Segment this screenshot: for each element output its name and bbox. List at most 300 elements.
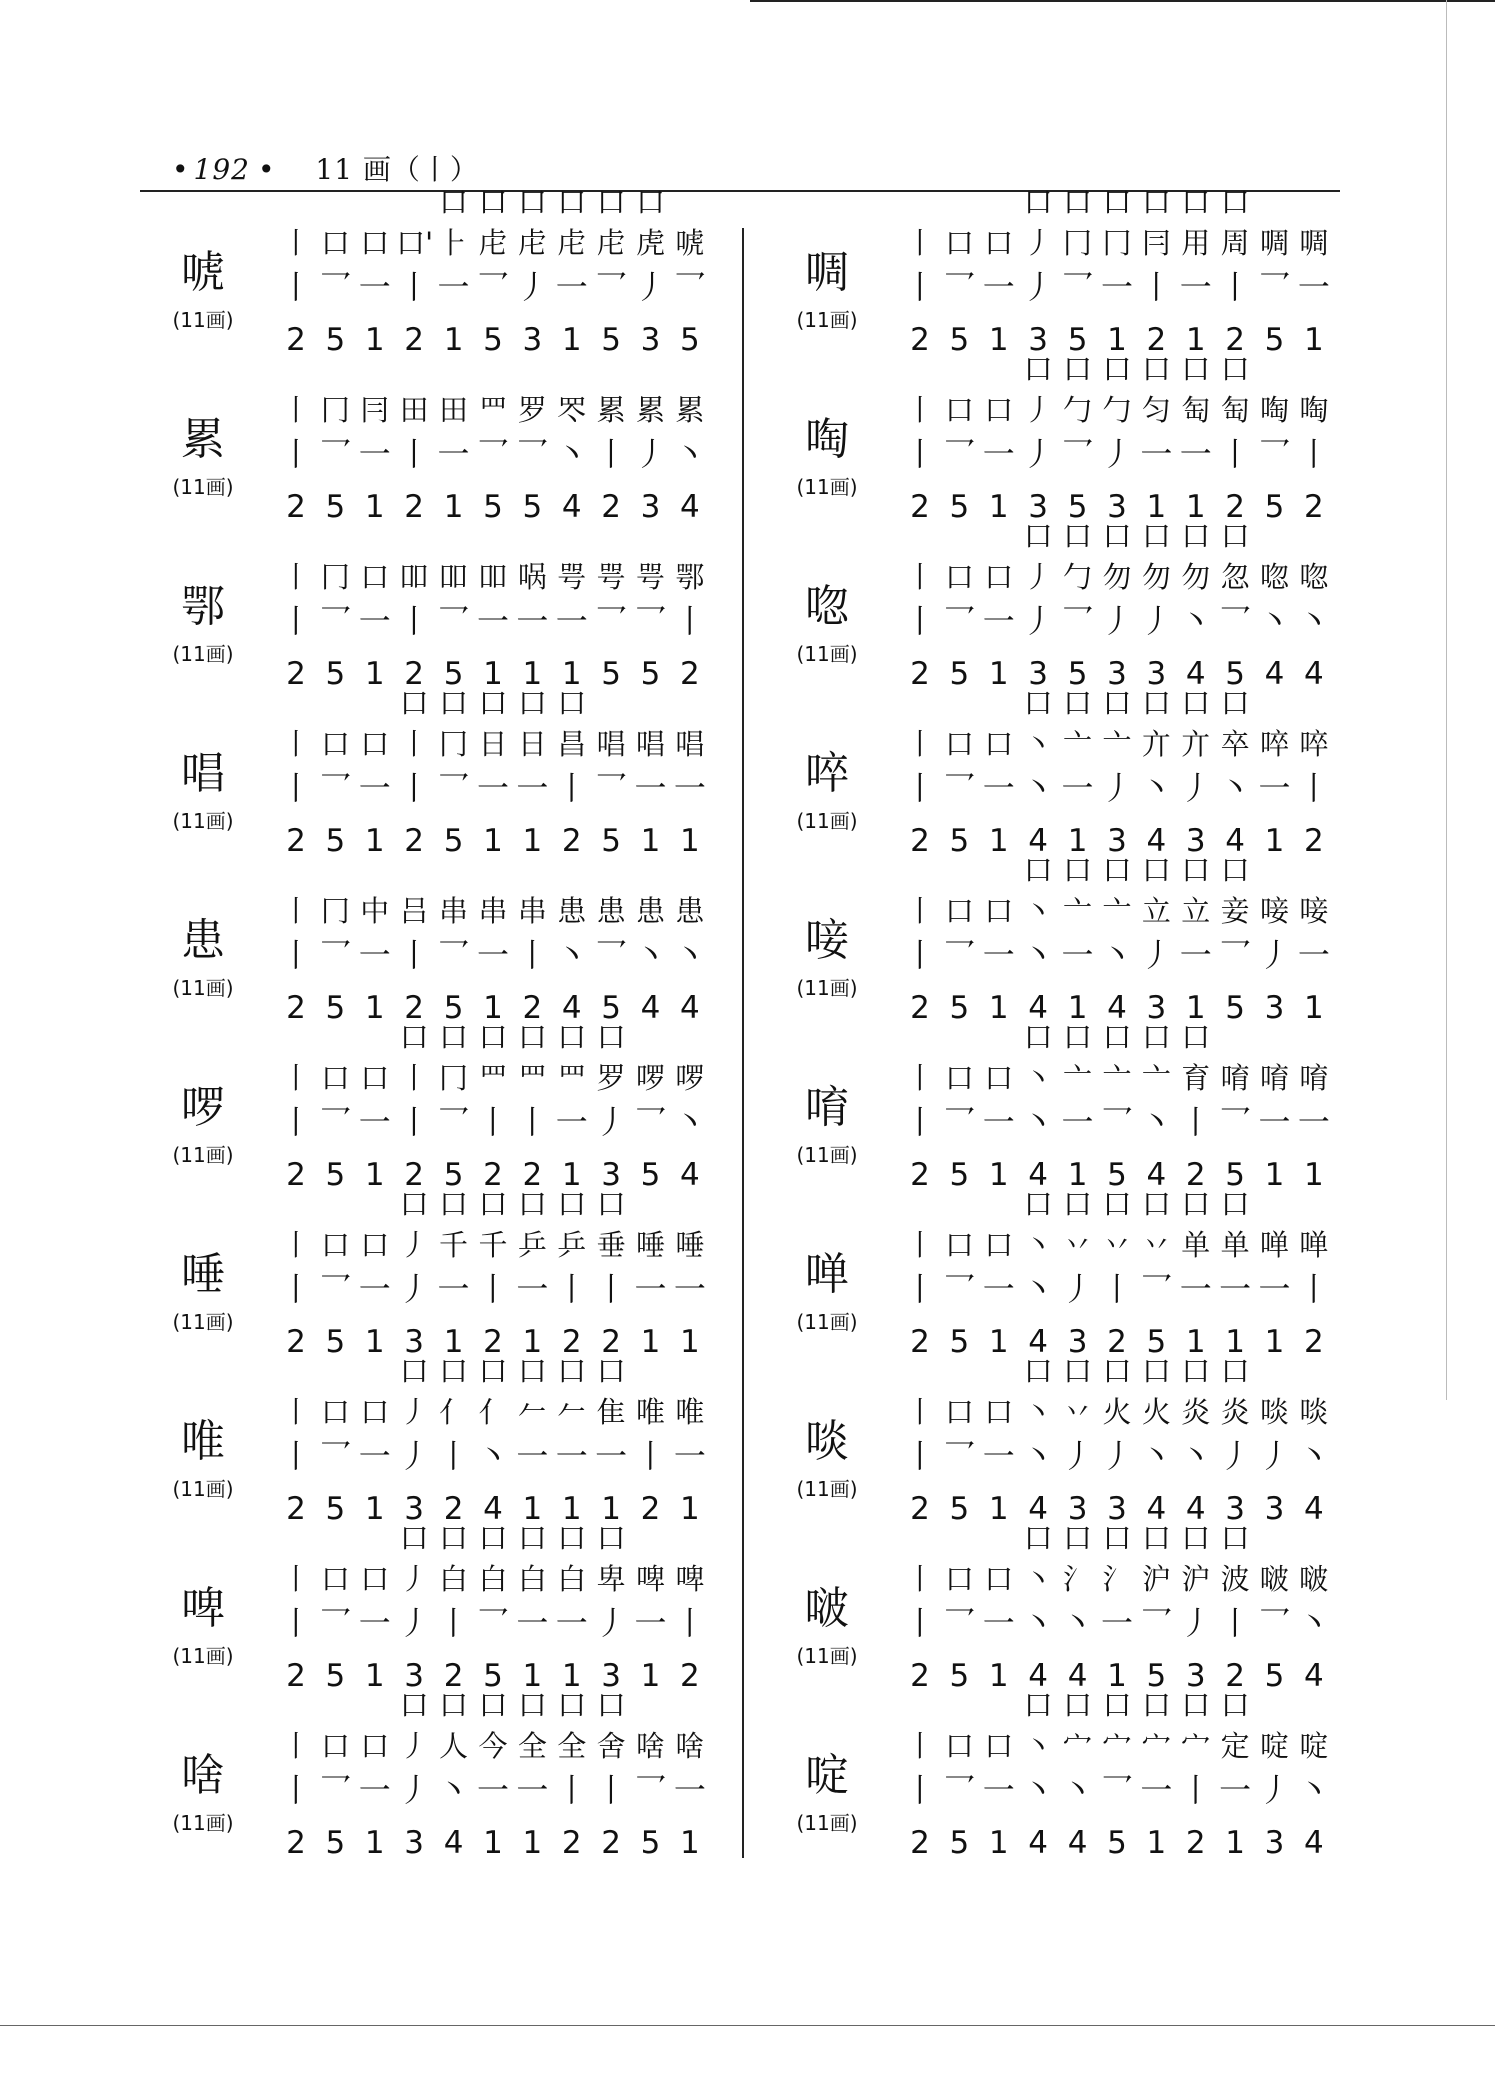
stroke-sequence-row: [902, 1688, 1332, 1765]
stroke-code: 3: [1028, 656, 1049, 692]
stroke-shape-row: [902, 1099, 1332, 1143]
stroke-step: 口单: [1220, 1187, 1250, 1262]
stroke-count: (11画): [172, 1477, 234, 1501]
stroke-shape: 丨: [279, 1771, 312, 1809]
stroke-code: 1: [483, 990, 503, 1026]
stroke-step: 串: [439, 894, 469, 928]
stroke-step: 口宀: [1181, 1688, 1211, 1763]
stroke-step: 唿: [1260, 560, 1290, 594]
stroke-code: 5: [949, 1324, 970, 1360]
stroke-code: 3: [1185, 1658, 1206, 1694]
stroke-step: 口丿: [399, 1354, 429, 1429]
stroke-shape: 一: [1297, 936, 1330, 974]
head-character: 啶: [805, 1750, 849, 1801]
stroke-step: 口亻: [439, 1354, 469, 1429]
stroke-code: 5: [949, 1658, 970, 1694]
stroke-code: 2: [910, 1157, 930, 1193]
stroke-step: 口: [944, 1562, 974, 1596]
stroke-step: 丨: [281, 894, 311, 928]
stroke-shape: 乛: [943, 602, 976, 640]
stroke-shape: 丨: [516, 936, 549, 974]
stroke-step: 口人: [439, 1688, 469, 1763]
stroke-code: 2: [286, 990, 306, 1026]
stroke-step: 口: [360, 1395, 390, 1429]
stroke-code: 1: [988, 1157, 1009, 1193]
stroke-shape: 一: [634, 1270, 667, 1308]
stroke-code: 1: [1304, 1157, 1324, 1193]
stroke-shape: 乛: [319, 435, 352, 473]
stroke-shape: 一: [982, 602, 1015, 640]
stroke-count: (11画): [796, 1310, 858, 1334]
stroke-code: 1: [1264, 823, 1285, 859]
stroke-code: 4: [1185, 656, 1206, 692]
stroke-step: 累: [675, 393, 705, 427]
stroke-code: 1: [680, 1825, 700, 1861]
stroke-code: 1: [443, 489, 464, 525]
stroke-code: 5: [1225, 1157, 1245, 1193]
stroke-step: 口立: [1141, 853, 1171, 928]
stroke-shape: 丶: [555, 936, 588, 974]
stroke-code: 3: [1107, 656, 1127, 692]
stroke-step: 啶: [1299, 1729, 1329, 1763]
stroke-shape: 一: [1179, 936, 1212, 974]
stroke-step: 口: [320, 727, 350, 761]
stroke-code: 4: [1107, 990, 1127, 1026]
stroke-shape: 丨: [1140, 268, 1173, 306]
head-character: 唱: [181, 748, 225, 799]
stroke-code: 3: [601, 1157, 621, 1193]
stroke-step: 口𠂉: [557, 1354, 587, 1429]
stroke-code: 1: [561, 656, 582, 692]
stroke-shape: 丨: [903, 1437, 936, 1475]
stroke-code: 4: [1067, 1658, 1088, 1694]
stroke-code: 1: [988, 656, 1009, 692]
stroke-shape: 丿: [1258, 1437, 1291, 1475]
stroke-code: 2: [910, 322, 930, 358]
stroke-shape: 乛: [476, 1604, 509, 1642]
stroke-step: 口丿: [399, 1688, 429, 1763]
stroke-shape: 丨: [903, 936, 936, 974]
stroke-step: 口冂: [439, 686, 469, 761]
stroke-shape: 丨: [437, 1604, 470, 1642]
stroke-shape: 丨: [1179, 1771, 1212, 1809]
stroke-shape: 乛: [1061, 435, 1094, 473]
stroke-step: 口定: [1220, 1688, 1250, 1763]
stroke-code: 1: [1146, 1825, 1167, 1861]
stroke-step: 丨: [281, 393, 311, 427]
stroke-step: 口虎: [636, 185, 666, 260]
page-number: 192: [193, 153, 250, 186]
bottom-edge-line: [0, 2025, 1495, 2026]
head-character: 啁: [805, 247, 849, 298]
stroke-step: 口丷: [1141, 1187, 1171, 1262]
stroke-step: 口育: [1181, 1020, 1211, 1095]
stroke-sequence-row: [902, 686, 1332, 763]
stroke-code: 2: [1304, 489, 1324, 525]
stroke-step: 口丷: [1063, 1187, 1093, 1262]
stroke-code: 4: [1264, 656, 1285, 692]
stroke-shape: 丨: [398, 936, 431, 974]
stroke-step: 唯: [675, 1395, 705, 1429]
stroke-step: 啴: [1299, 1228, 1329, 1262]
stroke-step: 口丨: [399, 686, 429, 761]
stroke-shape: 一: [437, 268, 470, 306]
stroke-shape: 一: [1297, 1103, 1330, 1141]
stroke-shape: 一: [634, 769, 667, 807]
stroke-step: 啕: [1299, 393, 1329, 427]
stroke-code: 5: [1264, 489, 1285, 525]
stroke-shape: 一: [673, 1270, 706, 1308]
stroke-count: (11画): [796, 1811, 858, 1835]
stroke-shape: 一: [555, 1437, 588, 1475]
stroke-shape: 一: [555, 1604, 588, 1642]
stroke-code: 1: [988, 1491, 1009, 1527]
stroke-sequence-row: [278, 1688, 708, 1765]
character-entry: [148, 1688, 748, 1888]
stroke-step: 口罒: [517, 1020, 547, 1095]
stroke-code: 1: [1304, 990, 1324, 1026]
stroke-shape-row: [278, 932, 708, 976]
stroke-shape: 乛: [437, 936, 470, 974]
stroke-step: 唱: [596, 727, 626, 761]
stroke-shape: 丨: [1297, 435, 1330, 473]
stroke-step: 口: [984, 894, 1014, 928]
stroke-code: 1: [1107, 1658, 1127, 1694]
stroke-code: 1: [601, 1491, 621, 1527]
stroke-step: 口炎: [1220, 1354, 1250, 1429]
stroke-step: 口: [984, 1562, 1014, 1596]
stroke-step: 口白: [557, 1521, 587, 1596]
stroke-code: 3: [1225, 1491, 1245, 1527]
stroke-code: 5: [949, 656, 970, 692]
stroke-step: 口: [984, 1729, 1014, 1763]
stroke-shape: 丨: [279, 268, 312, 306]
head-character: 啵: [805, 1583, 849, 1634]
stroke-code: 5: [1146, 1658, 1167, 1694]
stroke-shape: 一: [437, 435, 470, 473]
stroke-code-row: [278, 1817, 708, 1861]
stroke-shape: 乛: [1061, 602, 1094, 640]
stroke-shape: 一: [358, 1437, 391, 1475]
stroke-code: 2: [601, 1324, 621, 1360]
stroke-step: 口罒: [557, 1020, 587, 1095]
stroke-shape: 丨: [398, 769, 431, 807]
stroke-code: 2: [286, 1658, 306, 1694]
stroke-shape: 一: [982, 769, 1015, 807]
stroke-shape: 一: [595, 1437, 628, 1475]
stroke-shape: 丿: [595, 1604, 628, 1642]
stroke-shape: 乛: [516, 435, 549, 473]
stroke-step: 口勿: [1102, 519, 1132, 594]
stroke-step: 啰: [675, 1061, 705, 1095]
header-bullet: •: [172, 153, 190, 186]
character-entry: [148, 185, 748, 385]
stroke-shape: 丨: [903, 268, 936, 306]
stroke-shape: 丶: [1022, 936, 1055, 974]
stroke-step: 口: [320, 1061, 350, 1095]
stroke-shape: 丨: [279, 936, 312, 974]
stroke-step: 口亠: [1063, 1020, 1093, 1095]
stroke-shape: 丿: [1022, 268, 1055, 306]
stroke-code: 5: [483, 489, 503, 525]
stroke-step: 罖: [557, 393, 587, 427]
stroke-count: (11画): [172, 308, 234, 332]
stroke-shape: 乛: [437, 769, 470, 807]
stroke-shape-row: [902, 932, 1332, 976]
stroke-step: 口炎: [1181, 1354, 1211, 1429]
head-character: 唼: [805, 915, 849, 966]
stroke-code: 1: [1225, 1825, 1245, 1861]
stroke-step: 口': [396, 226, 434, 260]
stroke-step: 口: [944, 393, 974, 427]
stroke-shape: 丿: [1061, 1270, 1094, 1308]
stroke-step: 口卑: [596, 1521, 626, 1596]
stroke-step: 口: [984, 1061, 1014, 1095]
stroke-code: 1: [640, 823, 661, 859]
stroke-step: 咢: [596, 560, 626, 594]
stroke-sequence-row: [278, 185, 708, 262]
stroke-code: 5: [640, 1157, 661, 1193]
stroke-shape: 丿: [1022, 435, 1055, 473]
stroke-shape: 一: [516, 1604, 549, 1642]
stroke-shape-row: [278, 1266, 708, 1310]
stroke-shape: 乛: [673, 268, 706, 306]
stroke-shape: 一: [516, 602, 549, 640]
stroke-step: 口白: [478, 1521, 508, 1596]
head-character: 啴: [805, 1249, 849, 1300]
stroke-sequence-row: [902, 1020, 1332, 1097]
stroke-code: 1: [364, 1491, 385, 1527]
stroke-shape: 丶: [555, 435, 588, 473]
stroke-code: 1: [483, 656, 503, 692]
stroke-step: 患: [557, 894, 587, 928]
stroke-code: 2: [910, 1324, 930, 1360]
stroke-code: 3: [601, 1658, 621, 1694]
stroke-code: 1: [1225, 1324, 1245, 1360]
stroke-shape: 一: [476, 1771, 509, 1809]
stroke-code: 2: [404, 322, 425, 358]
stroke-shape: 一: [516, 1437, 549, 1475]
stroke-code: 5: [325, 489, 346, 525]
stroke-step: 啖: [1299, 1395, 1329, 1429]
stroke-code: 5: [1067, 489, 1088, 525]
stroke-shape: 一: [1061, 769, 1094, 807]
stroke-code: 2: [561, 1825, 582, 1861]
stroke-step: 口: [360, 560, 390, 594]
stroke-code: 5: [949, 1825, 970, 1861]
stroke-step: 口: [320, 226, 350, 260]
head-character: 累: [181, 414, 225, 465]
stroke-step: 口: [944, 1228, 974, 1262]
stroke-shape-row: [902, 1266, 1332, 1310]
top-edge-line: [750, 0, 1495, 2]
stroke-step: 口勿: [1141, 519, 1171, 594]
stroke-step: 唱: [636, 727, 666, 761]
stroke-shape: 丿: [1100, 769, 1133, 807]
left-column: [148, 185, 748, 1888]
stroke-code: 4: [1028, 1157, 1049, 1193]
stroke-step: 口𠂉: [517, 1354, 547, 1429]
character-entry: [148, 385, 748, 552]
stroke-code-row: [278, 481, 708, 525]
stroke-shape: 一: [634, 1604, 667, 1642]
stroke-step: 唼: [1260, 894, 1290, 928]
stroke-shape: 一: [358, 769, 391, 807]
stroke-step: 啶: [1260, 1729, 1290, 1763]
stroke-count: (11画): [796, 1477, 858, 1501]
stroke-shape: 一: [358, 1771, 391, 1809]
stroke-code: 2: [404, 489, 425, 525]
stroke-step: 口: [944, 1729, 974, 1763]
stroke-code: 2: [286, 1825, 306, 1861]
stroke-step: 唱: [675, 727, 705, 761]
stroke-sequence-row: [902, 1354, 1332, 1431]
stroke-shape: 丨: [1297, 769, 1330, 807]
stroke-step: 口氵: [1102, 1521, 1132, 1596]
stroke-step: 口罒: [478, 1020, 508, 1095]
stroke-shape-row: [278, 264, 708, 308]
stroke-step: 口丿: [1023, 519, 1053, 594]
stroke-shape: 一: [555, 1103, 588, 1141]
stroke-shape-row: [278, 1600, 708, 1644]
head-character: 啤: [181, 1583, 225, 1634]
stroke-count: (11画): [796, 1644, 858, 1668]
stroke-shape: 丨: [1100, 1270, 1133, 1308]
stroke-step: 口亣: [1181, 686, 1211, 761]
stroke-sequence-row: [278, 385, 708, 429]
stroke-shape: 乛: [319, 268, 352, 306]
stroke-code: 3: [1107, 1491, 1127, 1527]
stroke-code: 1: [561, 1491, 582, 1527]
stroke-step: 口亣: [1141, 686, 1171, 761]
stroke-shape: 乛: [595, 268, 628, 306]
stroke-code: 5: [1146, 1324, 1167, 1360]
stroke-shape: 一: [982, 936, 1015, 974]
stroke-code: 4: [1028, 1491, 1049, 1527]
stroke-shape: 乛: [943, 769, 976, 807]
stroke-shape: 乛: [943, 1103, 976, 1141]
stroke-code: 1: [1185, 990, 1206, 1026]
stroke-shape: 丨: [279, 769, 312, 807]
stroke-code: 2: [286, 489, 306, 525]
stroke-shape: 乛: [1140, 1270, 1173, 1308]
stroke-shape: 一: [1100, 268, 1133, 306]
stroke-code-row: [278, 815, 708, 859]
stroke-step: 口单: [1181, 1187, 1211, 1262]
stroke-code: 2: [910, 489, 930, 525]
stroke-step: 丨: [905, 393, 935, 427]
stroke-code: 4: [1304, 1658, 1324, 1694]
stroke-shape: 一: [1179, 268, 1212, 306]
stroke-shape: 丨: [279, 602, 312, 640]
stroke-code: 4: [1028, 1825, 1049, 1861]
stroke-code: 5: [949, 1157, 970, 1193]
stroke-shape: 乛: [1100, 1103, 1133, 1141]
stroke-code: 1: [364, 823, 385, 859]
stroke-step: 串: [478, 894, 508, 928]
stroke-shape: 丿: [1179, 769, 1212, 807]
stroke-shape: 一: [1061, 936, 1094, 974]
stroke-shape: 一: [358, 936, 391, 974]
stroke-step: 口丿: [399, 1521, 429, 1596]
stroke-step: 口: [984, 226, 1014, 260]
stroke-count: (11画): [172, 809, 234, 833]
stroke-shape-row: [902, 598, 1332, 642]
stroke-shape: 乛: [1258, 435, 1291, 473]
stroke-code: 1: [988, 1825, 1009, 1861]
stroke-step: 啤: [675, 1562, 705, 1596]
stroke-code: 1: [988, 489, 1009, 525]
stroke-shape: 乛: [1219, 602, 1252, 640]
header-bullet: •: [257, 153, 276, 186]
stroke-step: 啰: [636, 1061, 666, 1095]
stroke-code: 1: [483, 1825, 503, 1861]
stroke-shape: 一: [673, 1437, 706, 1475]
stroke-step: 咢: [557, 560, 587, 594]
stroke-code: 4: [680, 1157, 700, 1193]
stroke-code: 1: [522, 656, 543, 692]
stroke-step: 口罗: [596, 1020, 626, 1095]
stroke-shape: 丿: [398, 1270, 431, 1308]
stroke-shape: 丿: [1258, 1771, 1291, 1809]
stroke-shape: 丨: [279, 1604, 312, 1642]
stroke-shape: 丿: [1140, 936, 1173, 974]
stroke-sequence-row: [902, 352, 1332, 429]
stroke-shape: 乛: [634, 1103, 667, 1141]
stroke-code: 3: [1185, 823, 1206, 859]
stroke-shape: 丶: [1022, 769, 1055, 807]
stroke-code: 1: [1264, 1324, 1285, 1360]
stroke-code: 2: [1185, 1825, 1206, 1861]
stroke-step: 咢: [636, 560, 666, 594]
stroke-code: 5: [325, 656, 346, 692]
stroke-code: 2: [443, 1491, 464, 1527]
stroke-shape-row: [902, 1767, 1332, 1811]
stroke-shape: 一: [1258, 1270, 1291, 1308]
stroke-step: 口丶: [1023, 1187, 1053, 1262]
stroke-step: 患: [675, 894, 705, 928]
stroke-step: 口妾: [1220, 853, 1250, 928]
stroke-count: (11画): [172, 475, 234, 499]
stroke-code: 2: [522, 1157, 543, 1193]
stroke-shape: 乛: [1061, 268, 1094, 306]
stroke-shape: 乛: [1100, 1771, 1133, 1809]
stroke-shape: 乛: [319, 769, 352, 807]
stroke-shape: 乛: [943, 1437, 976, 1475]
stroke-shape: 一: [358, 1604, 391, 1642]
stroke-sequence-row: [278, 1020, 708, 1097]
stroke-shape: 一: [982, 1103, 1015, 1141]
stroke-shape: 丶: [1297, 1604, 1330, 1642]
stroke-step: 口: [360, 1228, 390, 1262]
stroke-step: 口虍: [517, 185, 547, 260]
head-character: 患: [181, 915, 225, 966]
head-character: 啥: [181, 1750, 225, 1801]
stroke-step: 啤: [636, 1562, 666, 1596]
stroke-step: 口: [360, 1061, 390, 1095]
stroke-code: 1: [364, 1157, 385, 1193]
stroke-code: 2: [601, 489, 621, 525]
stroke-step: 啴: [1260, 1228, 1290, 1262]
stroke-code: 3: [1146, 656, 1167, 692]
stroke-shape: 一: [476, 936, 509, 974]
stroke-code: 5: [601, 322, 621, 358]
stroke-shape: 丨: [595, 1270, 628, 1308]
stroke-code: 3: [404, 1658, 425, 1694]
stroke-step: 口舍: [596, 1688, 626, 1763]
stroke-step: 口: [360, 1729, 390, 1763]
stroke-code: 2: [1146, 322, 1167, 358]
